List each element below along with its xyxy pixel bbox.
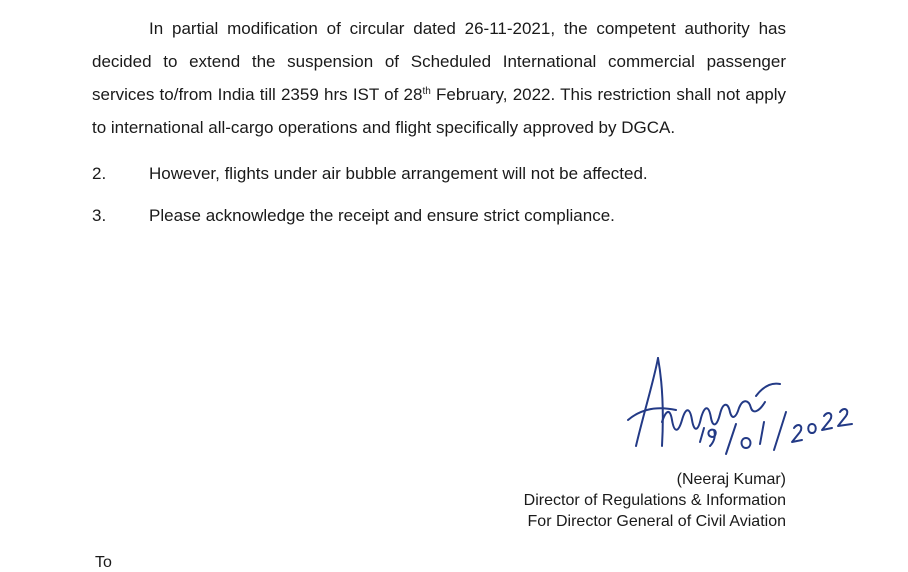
paragraph-2-text: However, flights under air bubble arrangement will not be affected. (149, 164, 648, 183)
signatory-on-behalf: For Director General of Civil Aviation (527, 513, 786, 530)
ordinal-suffix: th (422, 86, 431, 97)
paragraph-3-text: Please acknowledge the receipt and ensure strict compliance. (149, 206, 615, 225)
to-label: To (95, 554, 112, 571)
paragraph-3-number: 3. (92, 206, 107, 225)
handwritten-signature (618, 350, 868, 462)
paragraph-2-number: 2. (92, 164, 107, 183)
signatory-name: (Neeraj Kumar) (676, 471, 786, 488)
paragraph-1 (92, 12, 786, 144)
paragraph-1-text-a: In partial modification of circular dated 26-11-2021, the competent authority has decided to extend the suspension of Scheduled International commercial passenger services to/from India till 2359 hrs IST of 28 (92, 19, 786, 104)
signatory-block (524, 469, 786, 532)
signatory-designation: Director of Regulations & Information (523, 492, 786, 509)
paragraph-1-text-b: February, 2022. This restriction shall not apply to international all-cargo operations and flight specifically approved by DGCA. (92, 85, 786, 137)
